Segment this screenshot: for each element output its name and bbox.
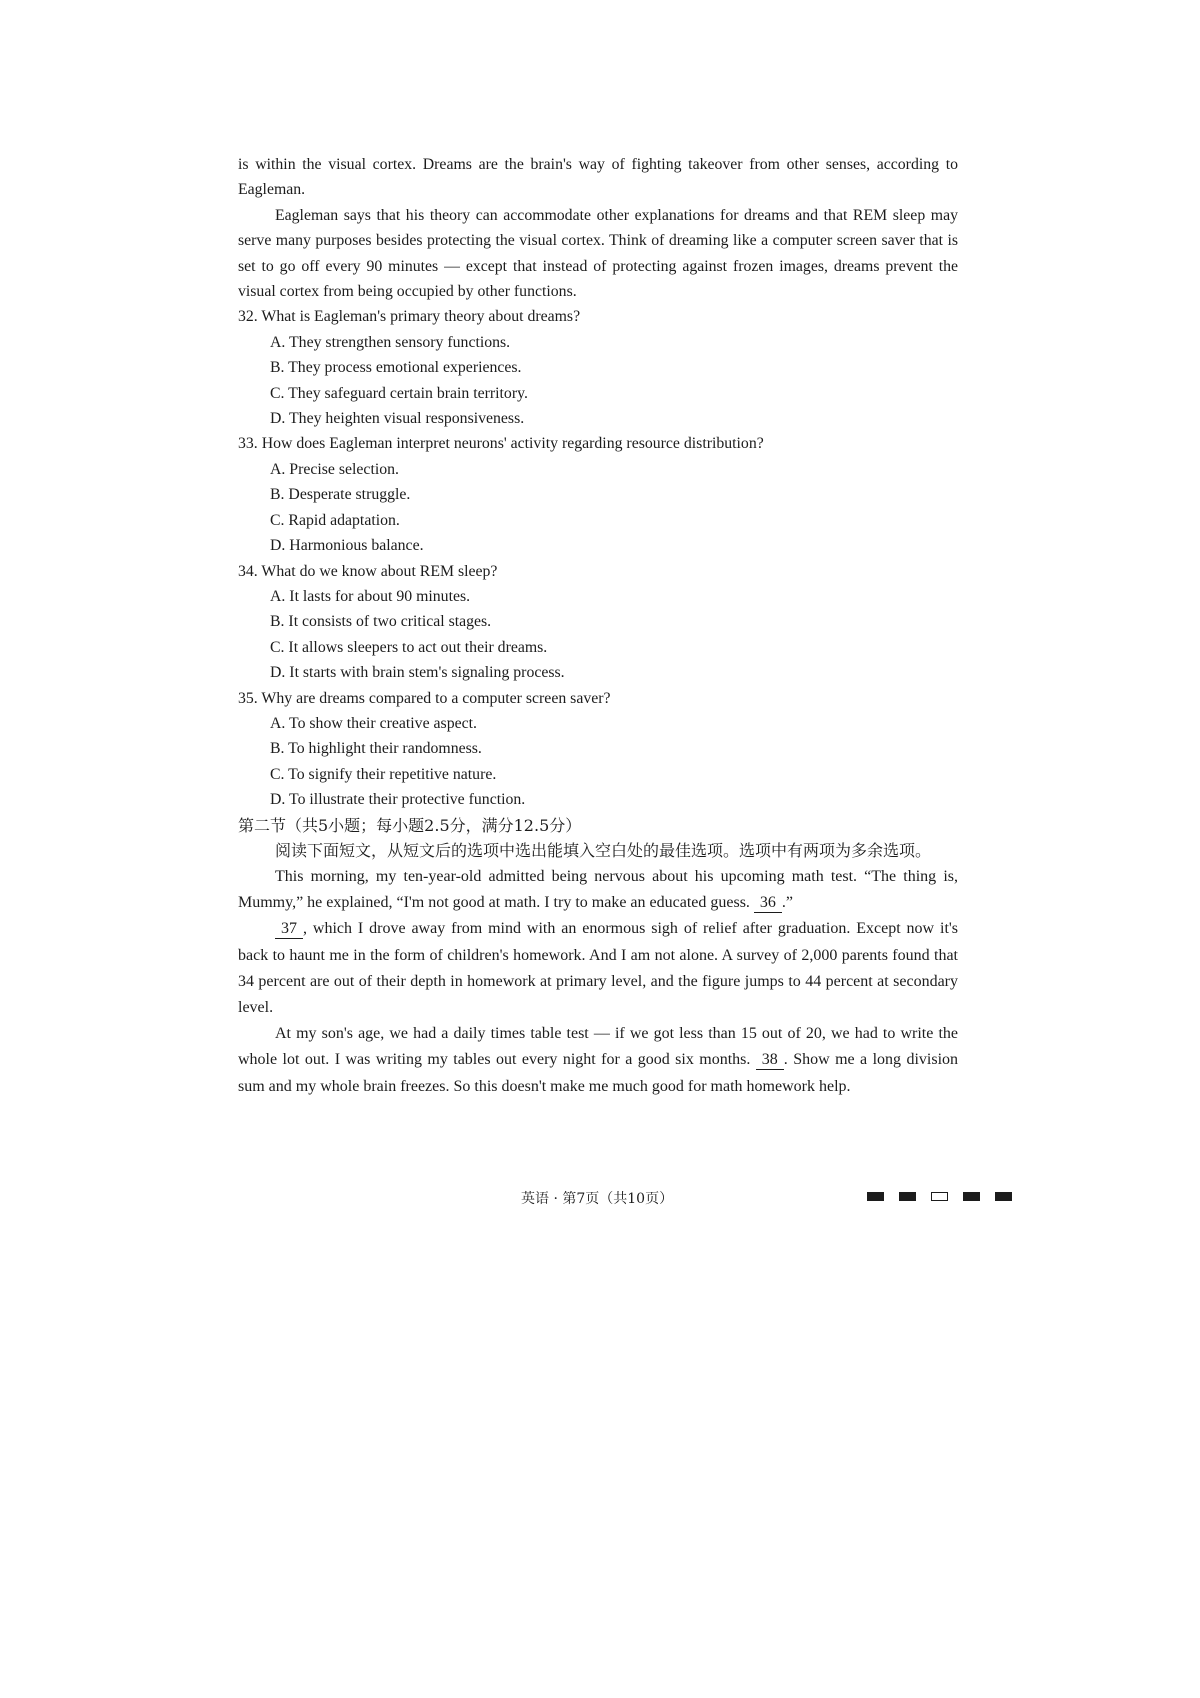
cloze-text: .”: [781, 894, 794, 912]
hollow-mark-icon: [931, 1192, 948, 1201]
question-stem: 32. What is Eagleman's primary theory about dreams?: [238, 308, 581, 326]
option: B. It consists of two critical stages.: [270, 613, 492, 631]
blank-36: 36: [754, 894, 782, 913]
option: B. They process emotional experiences.: [270, 359, 522, 377]
blank-37: 37: [275, 920, 303, 939]
option: A. It lasts for about 90 minutes.: [270, 587, 471, 605]
question-33: [238, 431, 958, 558]
option: A. To show their creative aspect.: [270, 714, 477, 732]
black-mark-icon: [963, 1192, 980, 1201]
passage-paragraph: is within the visual cortex. Dreams are the brain's way of fighting takeover from other senses, according to Eagleman.: [238, 156, 958, 199]
black-mark-icon: [899, 1192, 916, 1201]
option: C. They safeguard certain brain territory.: [270, 384, 528, 402]
cloze-paragraph: [238, 864, 958, 916]
black-mark-icon: [867, 1192, 884, 1201]
option: C. Rapid adaptation.: [270, 511, 400, 529]
blank-38: 38: [756, 1051, 784, 1070]
option: B. To highlight their randomness.: [270, 740, 482, 758]
question-32: [238, 304, 958, 431]
black-mark-icon: [995, 1192, 1012, 1201]
cloze-text: At my son's age, we had a daily times table test — if we got less than 15 out of 20, we had to write the whole lot out. I was writing my tables out every night for a good six months.: [238, 1025, 958, 1069]
option: D. It starts with brain stem's signaling process.: [270, 664, 565, 682]
option: A. Precise selection.: [270, 460, 399, 478]
page-number: 英语 · 第7页（共10页）: [521, 1191, 674, 1207]
section-heading: 第二节（共5小题；每小题2.5分，满分12.5分）: [238, 815, 582, 835]
option: A. They strengthen sensory functions.: [270, 333, 511, 351]
cloze-text: , which I drove away from mind with an enormous sigh of relief after graduation. Except now it's back to haunt me in the form of children's homework. And I am not alone. A survey of 2,000 parents found that 34 percent are out of their depth in homework at primary level, and the figure jumps to 44 percent at secondary level.: [238, 920, 958, 1016]
question-34: [238, 559, 958, 686]
option: D. Harmonious balance.: [270, 537, 424, 555]
option: C. To signify their repetitive nature.: [270, 765, 497, 783]
section-instruction: 阅读下面短文，从短文后的选项中选出能填入空白处的最佳选项。选项中有两项为多余选项。: [275, 840, 932, 860]
cloze-text: This morning, my ten-year-old admitted being nervous about his upcoming math test. “The thing is, Mummy,” he explained, “I'm not good at math. I try to make an educated guess.: [238, 867, 958, 912]
question-stem: 34. What do we know about REM sleep?: [238, 562, 498, 580]
cloze-paragraph: [238, 1021, 958, 1100]
option: B. Desperate struggle.: [270, 486, 411, 504]
question-35: [238, 686, 958, 813]
registration-marks: [867, 1192, 1012, 1201]
option: D. They heighten visual responsiveness.: [270, 410, 525, 428]
cloze-text: . Show me a long division sum and my whole brain freezes. So this doesn't make me much good for math homework help.: [238, 1051, 959, 1095]
question-stem: 33. How does Eagleman interpret neurons' activity regarding resource distribution?: [238, 435, 764, 453]
option: C. It allows sleepers to act out their dreams.: [270, 638, 548, 656]
passage-paragraph: Eagleman says that his theory can accommodate other explanations for dreams and that REM sleep may serve many purposes besides protecting the visual cortex. Think of dreaming like a computer screen saver that is set to go off every 90 minutes — except that instead of protecting against frozen images, dreams prevent the visual cortex from being occupied by other functions.: [238, 206, 958, 301]
cloze-paragraph: [238, 916, 958, 1021]
exam-page: [238, 152, 958, 1100]
question-stem: 35. Why are dreams compared to a computer screen saver?: [238, 689, 611, 707]
option: D. To illustrate their protective function.: [270, 791, 526, 809]
